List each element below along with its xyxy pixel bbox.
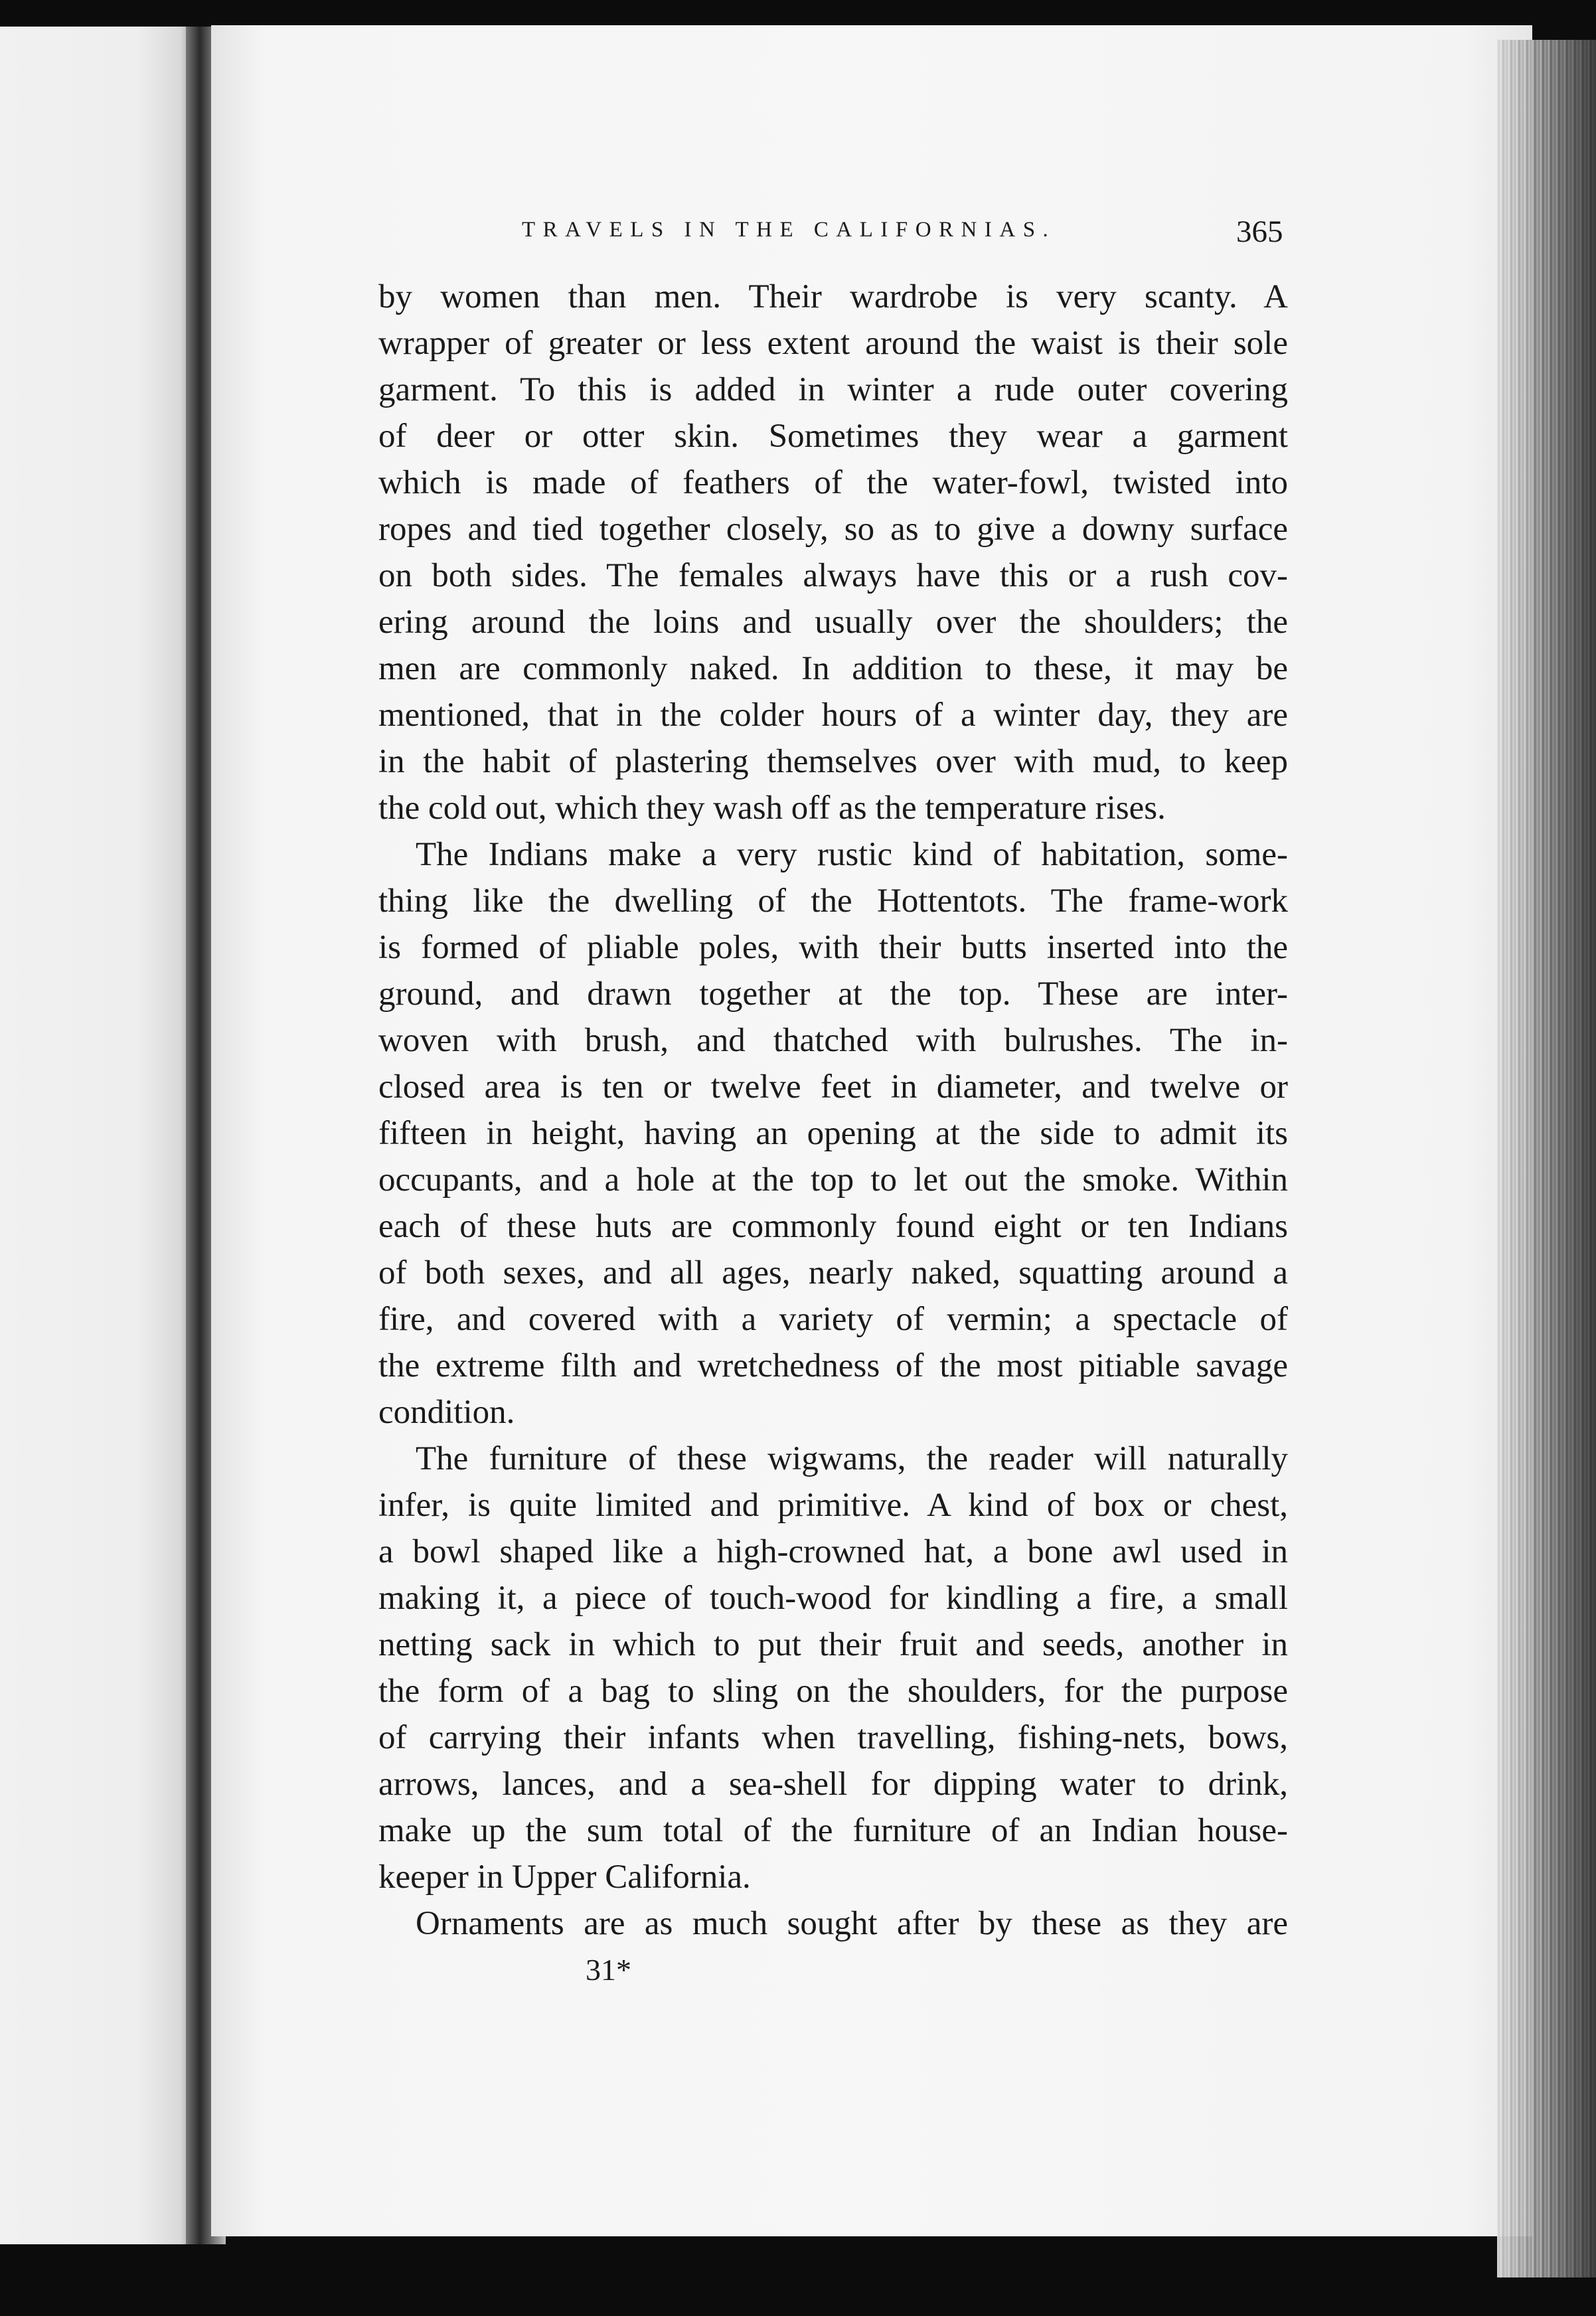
- text-line: on both sides. The females always have this or a rush cov-: [378, 557, 1288, 594]
- text-line: woven with brush, and thatched with bulrushes. The in-: [378, 1022, 1288, 1059]
- text-line: ering around the loins and usually over the shoulders; the: [378, 604, 1288, 641]
- text-line: occupants, and a hole at the top to let out the smoke. Within: [378, 1161, 1288, 1199]
- text-line: of carrying their infants when travelling, fishing-nets, bows,: [378, 1719, 1288, 1756]
- text-line: arrows, lances, and a sea-shell for dipping water to drink,: [378, 1766, 1288, 1803]
- text-line: fifteen in height, having an opening at the side to admit its: [378, 1115, 1288, 1152]
- text-line: Ornaments are as much sought after by these as they are: [416, 1905, 1288, 1942]
- text-line: making it, a piece of touch-wood for kindling a fire, a small: [378, 1580, 1288, 1617]
- text-line: mentioned, that in the colder hours of a winter day, they are: [378, 697, 1288, 734]
- text-line: wrapper of greater or less extent around the waist is their sole: [378, 325, 1288, 362]
- text-line: by women than men. Their wardrobe is very scanty. A: [378, 278, 1288, 315]
- text-line: thing like the dwelling of the Hottentots. The frame-work: [378, 882, 1288, 920]
- text-line: The furniture of these wigwams, the reader will naturally: [416, 1440, 1288, 1477]
- page-number: 365: [1236, 214, 1283, 249]
- text-line: a bowl shaped like a high-crowned hat, a bone awl used in: [378, 1533, 1288, 1570]
- text-line: make up the sum total of the furniture of an Indian house-: [378, 1812, 1288, 1849]
- text-line: of deer or otter skin. Sometimes they wear a garment: [378, 418, 1288, 455]
- text-line: of both sexes, and all ages, nearly naked, squatting around a: [378, 1254, 1288, 1291]
- text-line: the extreme filth and wretchedness of the most pitiable savage: [378, 1347, 1288, 1384]
- text-line: men are commonly naked. In addition to these, it may be: [378, 650, 1288, 687]
- left-page: [0, 27, 196, 2244]
- text-line: keeper in Upper California.: [378, 1859, 751, 1896]
- text-line: ground, and drawn together at the top. These are inter-: [378, 975, 1288, 1013]
- text-line: condition.: [378, 1394, 515, 1431]
- page-edges-shade: [1497, 40, 1596, 2277]
- text-line: the form of a bag to sling on the shoulders, for the purpose: [378, 1673, 1288, 1710]
- running-head: TRAVELS IN THE CALIFORNIAS.: [522, 218, 1056, 242]
- text-line: which is made of feathers of the water-fowl, twisted into: [378, 464, 1288, 501]
- text-line: is formed of pliable poles, with their butts inserted into the: [378, 929, 1288, 966]
- text-line: garment. To this is added in winter a rude outer covering: [378, 371, 1288, 408]
- text-line: ropes and tied together closely, so as to give a downy surface: [378, 511, 1288, 548]
- text-line: The Indians make a very rustic kind of habitation, some-: [416, 836, 1288, 873]
- text-line: the cold out, which they wash off as the temperature rises.: [378, 789, 1166, 827]
- signature-mark: 31*: [586, 1953, 631, 1987]
- text-line: fire, and covered with a variety of vermin; a spectacle of: [378, 1301, 1288, 1338]
- body-text: [378, 274, 1288, 1947]
- text-line: in the habit of plastering themselves over with mud, to keep: [378, 743, 1288, 780]
- text-line: netting sack in which to put their fruit and seeds, another in: [378, 1626, 1288, 1663]
- text-line: each of these huts are commonly found eight or ten Indians: [378, 1208, 1288, 1245]
- text-line: infer, is quite limited and primitive. A kind of box or chest,: [378, 1487, 1288, 1524]
- text-line: closed area is ten or twelve feet in diameter, and twelve or: [378, 1068, 1288, 1106]
